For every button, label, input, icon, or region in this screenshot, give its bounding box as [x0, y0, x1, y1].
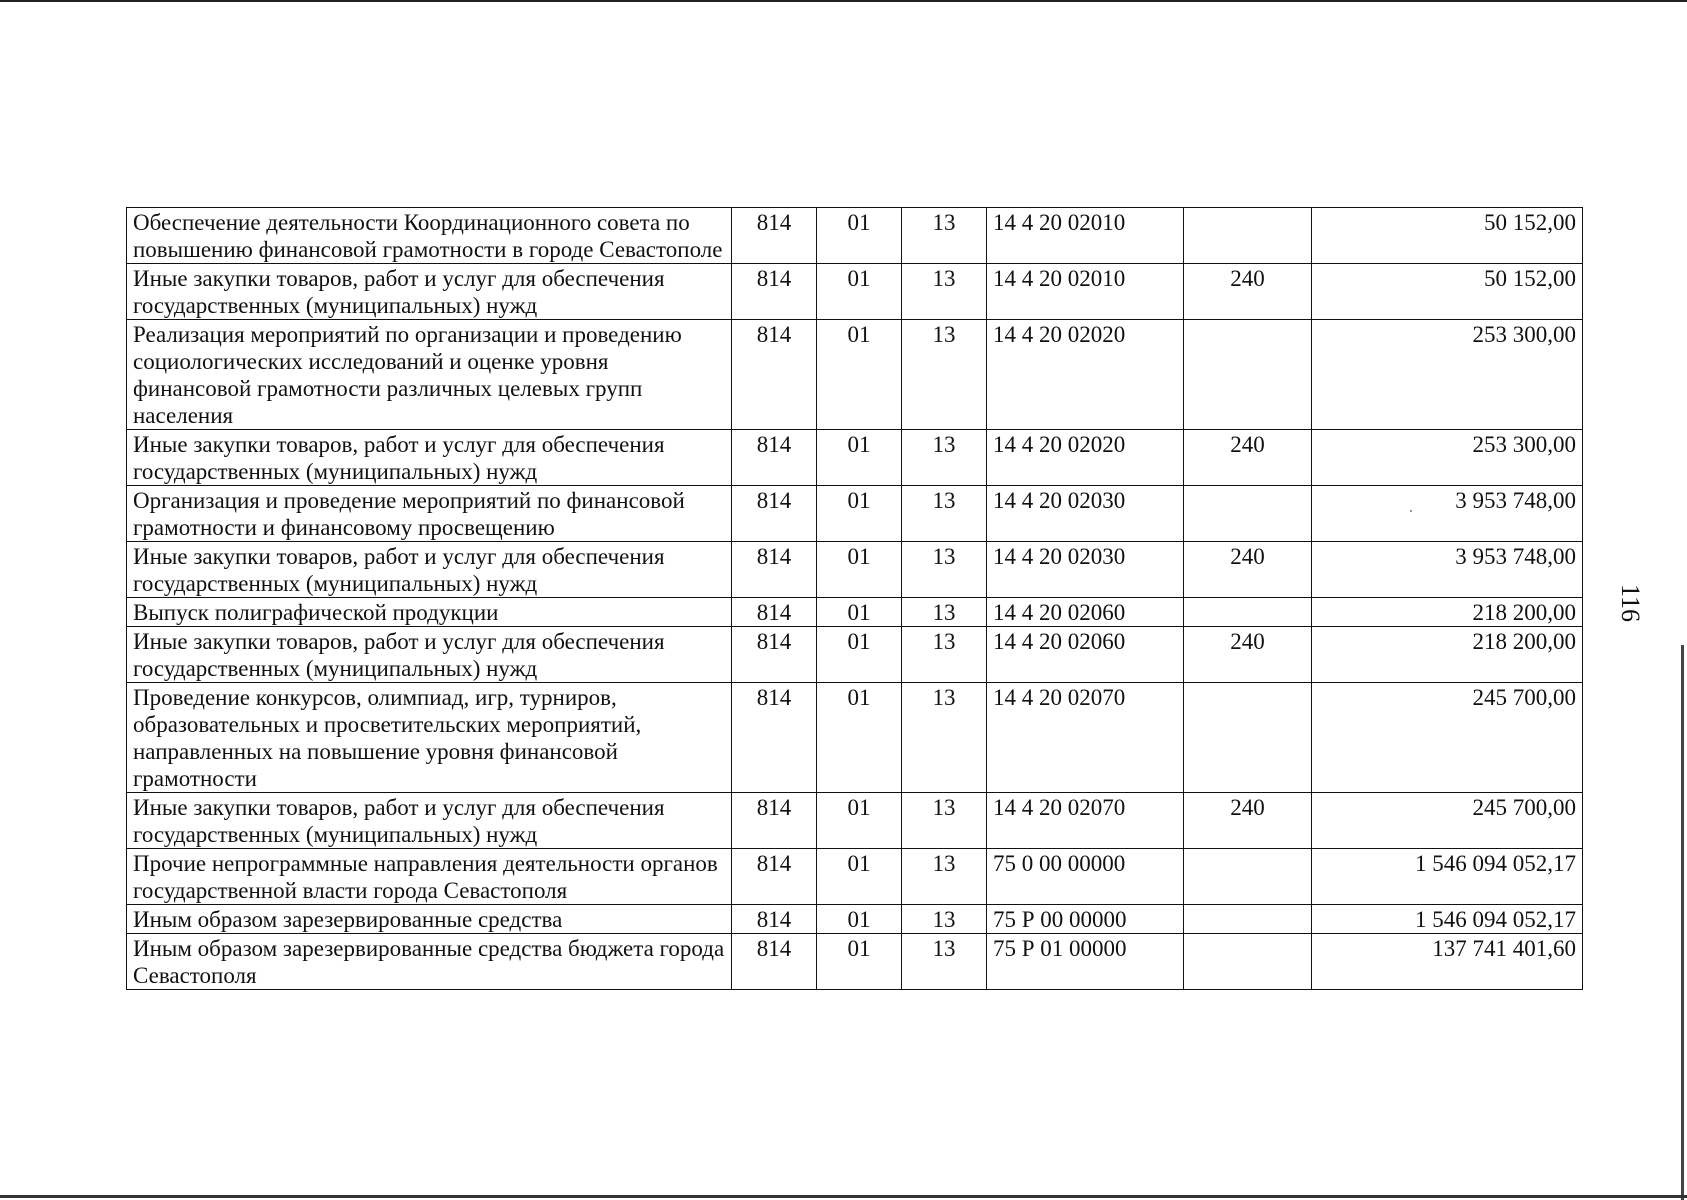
row-grbs-cell: 814 [732, 905, 817, 934]
row-name-cell: Организация и проведение мероприятий по финансовой грамотности и финансовому просвещению [127, 486, 732, 542]
row-name-cell: Прочие непрограммные направления деятельности органов государственной власти города Севастополя [127, 849, 732, 905]
row-target-article-cell: 14 4 20 02030 [987, 542, 1184, 598]
row-amount-cell: 3 953 748,00 [1312, 486, 1583, 542]
row-name-cell: Реализация мероприятий по организации и проведению социологических исследований и оценке уровня финансовой грамотности различных целевых групп населения [127, 320, 732, 430]
row-section-cell: 01 [817, 683, 902, 793]
row-amount-cell: 50 152,00 [1312, 264, 1583, 320]
row-subsection-cell: 13 [902, 486, 987, 542]
row-expense-type-cell [1184, 934, 1312, 990]
row-section-cell: 01 [817, 905, 902, 934]
table-row [127, 430, 1583, 486]
row-subsection-cell: 13 [902, 598, 987, 627]
row-expense-type-cell [1184, 320, 1312, 430]
row-section-cell: 01 [817, 430, 902, 486]
row-section-cell: 01 [817, 542, 902, 598]
row-amount-cell: 218 200,00 [1312, 627, 1583, 683]
row-expense-type-cell [1184, 598, 1312, 627]
row-expense-type-cell [1184, 905, 1312, 934]
budget-table [126, 207, 1583, 990]
row-section-cell: 01 [817, 486, 902, 542]
table-row [127, 905, 1583, 934]
row-section-cell: 01 [817, 264, 902, 320]
row-name-cell: Проведение конкурсов, олимпиад, игр, турниров, образовательных и просветительских мероприятий, направленных на повышение уровня финансовой грамотности [127, 683, 732, 793]
row-target-article-cell: 14 4 20 02070 [987, 683, 1184, 793]
row-target-article-cell: 14 4 20 02010 [987, 208, 1184, 264]
table-row [127, 793, 1583, 849]
row-section-cell: 01 [817, 934, 902, 990]
row-grbs-cell: 814 [732, 849, 817, 905]
row-target-article-cell: 14 4 20 02060 [987, 598, 1184, 627]
scan-bottom-edge [0, 1195, 1687, 1198]
row-name-cell: Обеспечение деятельности Координационного совета по повышению финансовой грамотности в городе Севастополе [127, 208, 732, 264]
row-subsection-cell: 13 [902, 320, 987, 430]
row-target-article-cell: 14 4 20 02060 [987, 627, 1184, 683]
row-amount-cell: 245 700,00 [1312, 793, 1583, 849]
row-name-cell: Иные закупки товаров, работ и услуг для обеспечения государственных (муниципальных) нужд [127, 542, 732, 598]
row-amount-cell: 245 700,00 [1312, 683, 1583, 793]
row-target-article-cell: 14 4 20 02030 [987, 486, 1184, 542]
row-grbs-cell: 814 [732, 934, 817, 990]
row-subsection-cell: 13 [902, 208, 987, 264]
row-expense-type-cell: 240 [1184, 542, 1312, 598]
row-subsection-cell: 13 [902, 934, 987, 990]
table-row [127, 683, 1583, 793]
row-amount-cell: 137 741 401,60 [1312, 934, 1583, 990]
row-subsection-cell: 13 [902, 849, 987, 905]
row-name-cell: Иным образом зарезервированные средства бюджета города Севастополя [127, 934, 732, 990]
row-subsection-cell: 13 [902, 905, 987, 934]
row-amount-cell: 1 546 094 052,17 [1312, 905, 1583, 934]
scan-top-edge [0, 0, 1687, 2]
row-grbs-cell: 814 [732, 320, 817, 430]
row-name-cell: Иные закупки товаров, работ и услуг для обеспечения государственных (муниципальных) нужд [127, 264, 732, 320]
table-row [127, 542, 1583, 598]
table-row [127, 264, 1583, 320]
row-amount-cell: 3 953 748,00 [1312, 542, 1583, 598]
row-target-article-cell: 75 Р 00 00000 [987, 905, 1184, 934]
row-grbs-cell: 814 [732, 542, 817, 598]
row-expense-type-cell: 240 [1184, 430, 1312, 486]
table-row [127, 934, 1583, 990]
row-expense-type-cell [1184, 486, 1312, 542]
row-section-cell: 01 [817, 627, 902, 683]
row-grbs-cell: 814 [732, 627, 817, 683]
row-amount-cell: 253 300,00 [1312, 430, 1583, 486]
row-name-cell: Выпуск полиграфической продукции [127, 598, 732, 627]
row-grbs-cell: 814 [732, 683, 817, 793]
table-row [127, 486, 1583, 542]
row-expense-type-cell [1184, 208, 1312, 264]
table-row [127, 320, 1583, 430]
row-grbs-cell: 814 [732, 793, 817, 849]
row-grbs-cell: 814 [732, 598, 817, 627]
table-row [127, 849, 1583, 905]
row-amount-cell: 218 200,00 [1312, 598, 1583, 627]
row-grbs-cell: 814 [732, 430, 817, 486]
row-grbs-cell: 814 [732, 486, 817, 542]
row-target-article-cell: 75 0 00 00000 [987, 849, 1184, 905]
row-target-article-cell: 14 4 20 02020 [987, 320, 1184, 430]
row-expense-type-cell: 240 [1184, 264, 1312, 320]
row-expense-type-cell: 240 [1184, 627, 1312, 683]
row-name-cell: Иные закупки товаров, работ и услуг для обеспечения государственных (муниципальных) нужд [127, 430, 732, 486]
row-amount-cell: 1 546 094 052,17 [1312, 849, 1583, 905]
row-subsection-cell: 13 [902, 683, 987, 793]
scan-right-edge [1681, 645, 1684, 1200]
table-row [127, 627, 1583, 683]
row-expense-type-cell [1184, 683, 1312, 793]
table-row [127, 598, 1583, 627]
row-target-article-cell: 75 Р 01 00000 [987, 934, 1184, 990]
row-name-cell: Иным образом зарезервированные средства [127, 905, 732, 934]
page-number: 116 [1616, 583, 1645, 623]
row-subsection-cell: 13 [902, 542, 987, 598]
row-section-cell: 01 [817, 849, 902, 905]
row-grbs-cell: 814 [732, 264, 817, 320]
row-target-article-cell: 14 4 20 02070 [987, 793, 1184, 849]
row-name-cell: Иные закупки товаров, работ и услуг для обеспечения государственных (муниципальных) нужд [127, 793, 732, 849]
row-target-article-cell: 14 4 20 02020 [987, 430, 1184, 486]
row-section-cell: 01 [817, 320, 902, 430]
row-name-cell: Иные закупки товаров, работ и услуг для обеспечения государственных (муниципальных) нужд [127, 627, 732, 683]
row-expense-type-cell [1184, 849, 1312, 905]
row-subsection-cell: 13 [902, 264, 987, 320]
row-subsection-cell: 13 [902, 430, 987, 486]
row-expense-type-cell: 240 [1184, 793, 1312, 849]
row-section-cell: 01 [817, 793, 902, 849]
row-subsection-cell: 13 [902, 793, 987, 849]
row-subsection-cell: 13 [902, 627, 987, 683]
budget-table-body [127, 208, 1583, 990]
row-section-cell: 01 [817, 598, 902, 627]
table-row [127, 208, 1583, 264]
row-grbs-cell: 814 [732, 208, 817, 264]
row-target-article-cell: 14 4 20 02010 [987, 264, 1184, 320]
row-amount-cell: 253 300,00 [1312, 320, 1583, 430]
row-amount-cell: 50 152,00 [1312, 208, 1583, 264]
row-section-cell: 01 [817, 208, 902, 264]
